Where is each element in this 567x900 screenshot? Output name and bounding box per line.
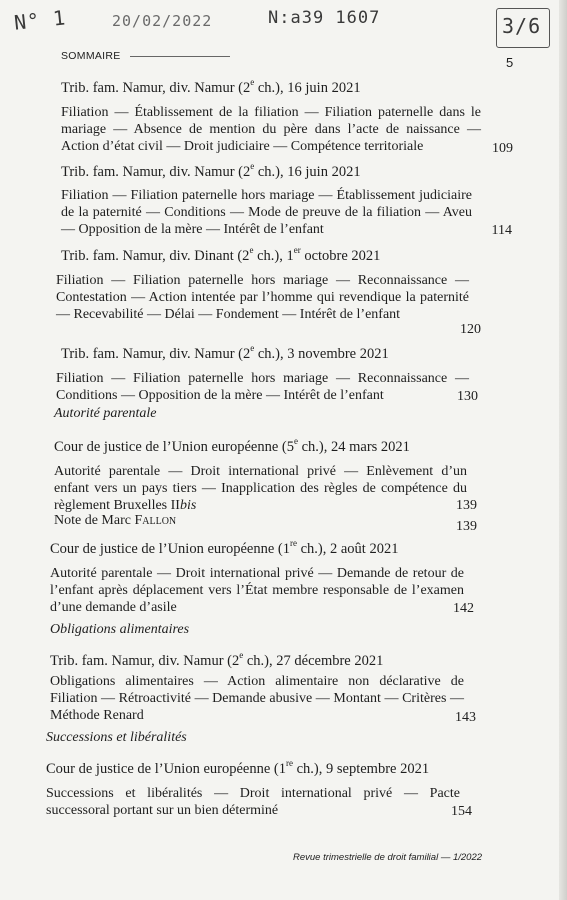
- category-heading: Successions et libéralités: [46, 730, 187, 745]
- entry-page-ref[interactable]: 143: [455, 710, 476, 725]
- entry-court: Trib. fam. Namur, div. Namur (2e ch.), 27 décembre 2021: [50, 650, 384, 669]
- category-heading: Obligations alimentaires: [50, 622, 190, 637]
- entry-abstract: Autorité parentale — Droit international privé — Demande de retour de l’enfant après déplacement vers l’État membre responsable de l’examen d’une demande d’asile: [50, 566, 464, 615]
- entry-abstract: Obligations alimentaires — Action alimentaire non déclarative de Filiation — Rétroactivité — Demande abusive — Montant — Critères — Méthode Renard: [50, 674, 464, 723]
- entry-abstract: Filiation — Filiation paternelle hors mariage — Reconnaissance — Conditions — Opposition de la mère — Intérêt de l’enfant: [56, 371, 469, 403]
- entry-abstract: Filiation — Établissement de la filiation — Filiation paternelle dans le mariage — Absence de mention du père dans l’acte de naissance — Action d’état civil — Droit judiciaire — Compétence territoriale: [61, 105, 481, 154]
- note-author: Note de Marc Fallon: [54, 513, 177, 528]
- entry-page-ref[interactable]: 109: [492, 141, 513, 156]
- entry-page-ref[interactable]: 120: [460, 322, 481, 337]
- entry-page-ref[interactable]: 114: [491, 223, 512, 238]
- journal-footer: Revue trimestrielle de droit familial — 1/2022: [293, 852, 483, 863]
- note-page-ref[interactable]: 139: [456, 519, 477, 534]
- entry-page-ref[interactable]: 130: [457, 389, 478, 404]
- handwritten-page-count: 3/6: [502, 14, 542, 38]
- category-heading: Autorité parentale: [54, 406, 157, 421]
- page-edge: [559, 0, 567, 900]
- entry-court: Trib. fam. Namur, div. Namur (2e ch.), 3 novembre 2021: [61, 343, 389, 362]
- handwritten-reference: N:a39 1607: [268, 8, 381, 28]
- entry-page-ref[interactable]: 154: [451, 804, 472, 819]
- entry-abstract: Filiation — Filiation paternelle hors mariage — Reconnaissance — Contestation — Action intentée par l’homme qui revendique la paternité — Recevabilité — Délai — Fondement — Intérêt de l’enfant: [56, 273, 469, 322]
- entry-court: Cour de justice de l’Union européenne (1re ch.), 2 août 2021: [50, 538, 399, 557]
- entry-abstract: Successions et libéralités — Droit international privé — Pacte successoral portant sur un bien déterminé: [46, 786, 460, 818]
- entry-court: Trib. fam. Namur, div. Namur (2e ch.), 16 juin 2021: [61, 77, 361, 96]
- entry-court: Cour de justice de l’Union européenne (5e ch.), 24 mars 2021: [54, 436, 410, 455]
- entry-abstract: Autorité parentale — Droit international privé — Enlèvement d’un enfant vers un pays tiers — Inapplication des règles de compétence du règlement Bruxelles IIbis: [54, 464, 467, 513]
- section-label: SOMMAIRE: [61, 50, 121, 62]
- page-number: 5: [506, 55, 514, 70]
- entry-court: Cour de justice de l’Union européenne (1re ch.), 9 septembre 2021: [46, 758, 430, 777]
- handwritten-number: N° 1: [12, 5, 68, 35]
- entry-page-ref[interactable]: 142: [453, 601, 474, 616]
- entry-abstract: Filiation — Filiation paternelle hors mariage — Établissement judiciaire de la paternité — Conditions — Mode de preuve de la filiation — Aveu — Opposition de la mère — Intérêt de l’enfant: [61, 188, 472, 237]
- header-rule: [130, 56, 230, 57]
- entry-page-ref[interactable]: 139: [456, 498, 477, 513]
- handwritten-date: 20/02/2022: [112, 12, 213, 30]
- entry-court: Trib. fam. Namur, div. Dinant (2e ch.), 1er octobre 2021: [61, 245, 381, 264]
- entry-court: Trib. fam. Namur, div. Namur (2e ch.), 16 juin 2021: [61, 161, 361, 180]
